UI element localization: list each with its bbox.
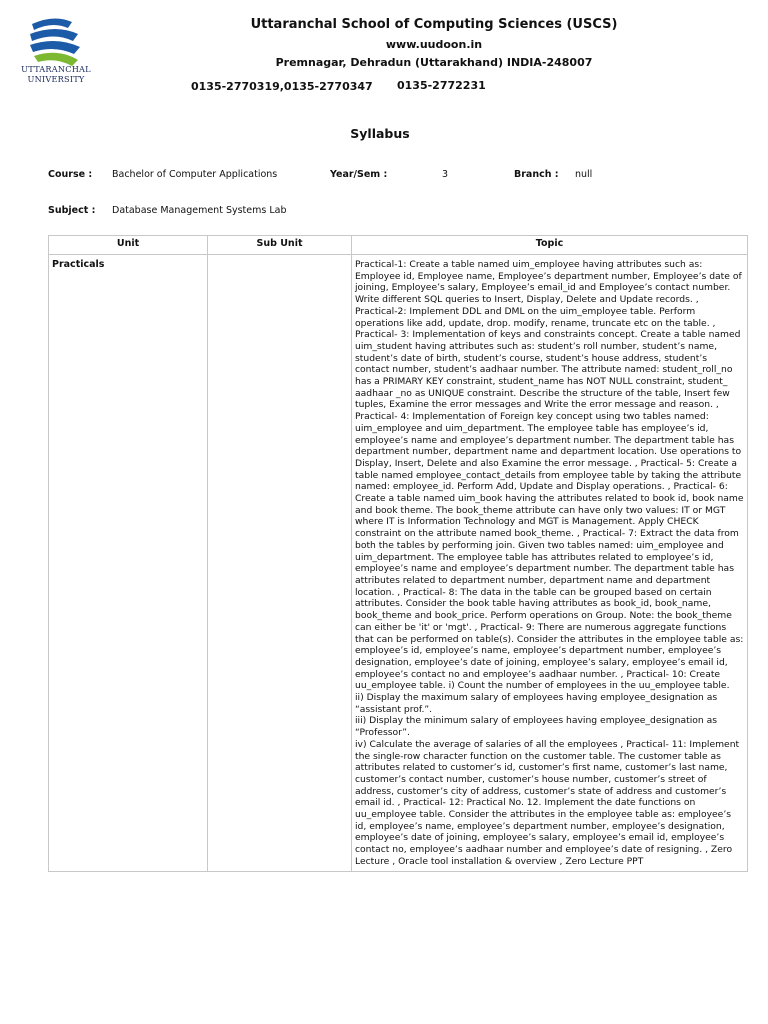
year-sem-label: Year/Sem : xyxy=(330,169,388,180)
course-value: Bachelor of Computer Applications xyxy=(112,169,278,180)
syllabus-table xyxy=(48,235,748,872)
sub-unit-header: Sub Unit xyxy=(208,236,352,255)
topic-header: Topic xyxy=(352,236,748,255)
unit-header: Unit xyxy=(49,236,208,255)
phone-numbers: 0135-2770319,0135-2770347 xyxy=(191,80,373,93)
subject-value: Database Management Systems Lab xyxy=(112,205,287,216)
address: Premnagar, Dehradun (Uttarakhand) INDIA-248007 xyxy=(275,56,593,69)
page-title: Syllabus xyxy=(350,126,410,141)
logo-line-2: UNIVERSITY xyxy=(27,74,85,84)
course-label: Course : xyxy=(48,169,93,180)
branch-value: null xyxy=(575,169,593,180)
logo-line-1: UTTARANCHAL xyxy=(21,64,91,74)
institution-name: Uttaranchal School of Computing Sciences (USCS) xyxy=(250,17,618,32)
table-header-row xyxy=(49,236,748,255)
branch-label: Branch : xyxy=(514,169,559,180)
year-sem-value: 3 xyxy=(442,169,449,180)
table-row xyxy=(49,255,748,872)
topic-cell: Practical-1: Create a table named uim_employee having attributes such as: Employee id, Employee name, Employee’s department number, Employee’s date of joining, Employee’s salary, Employee’s email_id and Employee’s contact number. Write different SQL queries to Insert, Display, Delete and Update records. , Practical-2: Implement DDL and DML on the uim_employee table. Perform operations like add, update, drop. modify, rename, truncate etc on the table. , Practical- 3: Implementation of keys and constraints concept. Create a table named uim_student having attributes such as: student’s roll number, student’s name, student’s date of birth, student’s course, student’s house address, student’s contact number, student’s aadhaar number. The attribute named: student_roll_no has a PRIMARY KEY constraint, student_name has NOT NULL constraint, student_ aadhaar _no as UNIQUE constraint. Describe the structure of the table, Insert few tuples, Examine the error messages and Write the error message and reason. , Practical- 4: Implementation of Foreign key concept using two tables named: uim_employee and uim_department. The employee table has employee’s id, employee’s name and employee’s department number. The department table has department number, department name and department location. Use operations to Display, Insert, Delete and also Examine the error message. , Practical- 5: Create a table named employee_contact_details from employee table by taking the attribute named: employee_id. Perform Add, Update and Display operations. , Practical- 6: Create a table named uim_book having the attributes related to book id, book name and book theme. The book_theme attribute can have only two values: IT or MGT where IT is Information Technology and MGT is Management. Apply CHECK constraint on the attribute named book_theme. , Practical- 7: Extract the data from both the tables by performing join. Given two tables named: uim_employee and uim_department. The employee table has attributes related to employee’s id, employee’s name and employee’s department number. The department table has attributes related to department number, department name and department location. , Practical- 8: The data in the table can be grouped based on certain attributes. Consider the book table having attributes as book_id, book_name, book_theme and book_price. Perform operations on Group. Note: the book_theme can either be 'it' or 'mgt'. , Practical- 9: There are numerous aggregate functions that can be performed on table(s). Consider the attributes in the employee table as: employee’s id, employee’s name, employee’s department number, employee’s designation, employee’s date of joining, employee’s salary, employee’s email id, employee’s contact no and employee’s aadhaar number. , Practical- 10: Create uu_employee table. i) Count the number of employees in the uu_employee table. ii) Display the maximum salary of employees having employee_designation as “assistant prof.”. iii) Display the minimum salary of employees having employee_designation as “Professor”. iv) Calculate the average of salaries of all the employees , Practical- 11: Implement the single-row character function on the customer table. The customer table as attributes related to customer’s id, customer’s first name, customer’s last name, customer’s contact number, customer’s house number, customer’s street of address, customer’s city of address, customer’s state of address and customer’s email id. , Practical- 12: Practical No. 12. Implement the date functions on uu_employee table. Consider the attributes in the employee table as: employee’s id, employee’s name, employee’s department number, employee’s designation, employee’s date of joining, employee’s salary, employee’s email id, employee’s contact no, employee’s aadhaar number and employee’s date of resigning. , Zero Lecture , Oracle tool installation & overview , Zero Lecture PPT xyxy=(352,255,748,872)
website-link[interactable]: www.uudoon.in xyxy=(385,38,483,51)
subject-label: Subject : xyxy=(48,205,96,216)
unit-cell: Practicals xyxy=(49,255,208,872)
sub-unit-cell xyxy=(208,255,352,872)
phone-extra: 0135-2772231 xyxy=(397,79,486,92)
